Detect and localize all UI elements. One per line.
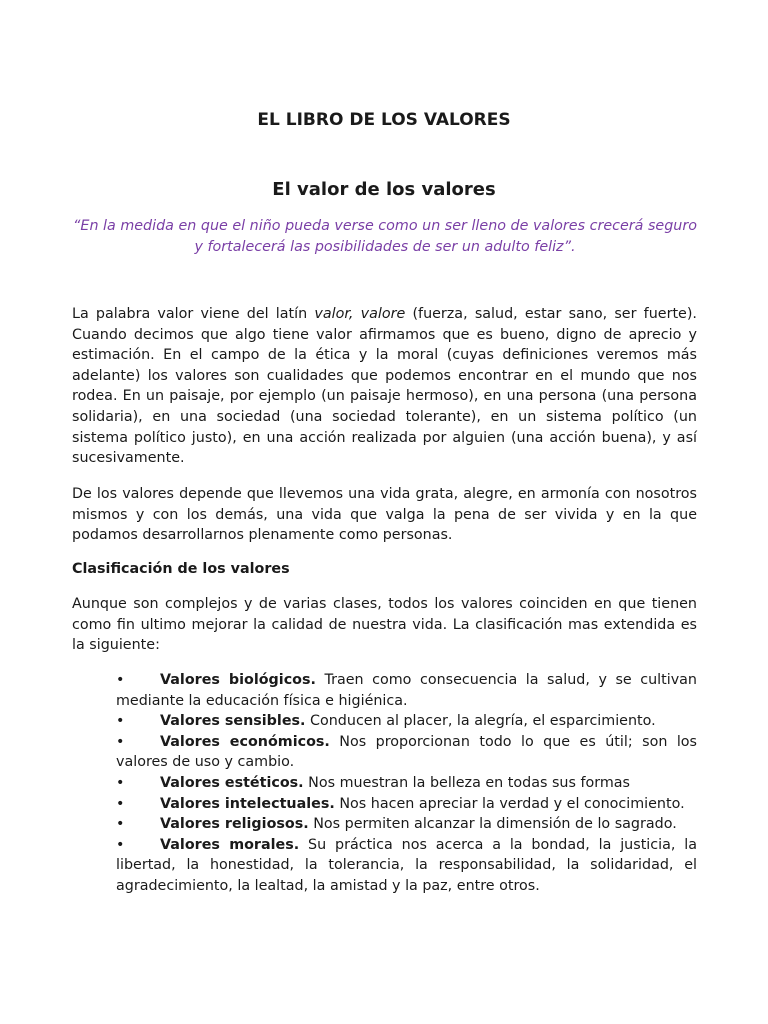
document-subtitle: El valor de los valores [272,179,496,200]
value-name: Valores biológicos. [160,672,316,688]
value-name: Valores económicos. [160,733,330,750]
value-name: Valores morales. [160,836,300,853]
value-description: Traen como consecuencia la salud, y se cultivan mediante la educación física e higiénica. [116,672,697,709]
value-description: Conducen al placer, la alegría, el esparcimiento. [305,713,656,730]
epigraph-quote: “En la medida en que el niño pueda verse como un ser lleno de valores crecerá seguro y fortalecerá las posibilidades de ser un adulto feliz”. [73,218,697,255]
value-description: Nos muestran la belleza en todas sus formas [303,774,631,791]
paragraph-classification: Aunque son complejos y de varias clases, todos los valores coinciden en que tienen como fin ultimo mejorar la calidad de nuestra vida. La clasificación mas extendida es la siguiente: [72,596,697,654]
list-item [116,732,697,773]
value-description: Nos proporcionan todo lo que es útil; son los valores de uso y cambio. [116,733,698,771]
value-name: Valores sensibles. [160,713,306,730]
bullet-icon: • [116,672,125,688]
paragraph-importance: De los valores depende que llevemos una vida grata, alegre, en armonía con nosotros mismos y con los demás, una vida que valga la pena de ser vivida y en la que podamos desarrollarnos plenamente como personas. [72,486,697,544]
value-name: Valores religiosos. [160,816,309,833]
list-item [116,670,697,711]
list-item [116,814,697,835]
bullet-icon: • [116,795,125,812]
bullet-icon: • [116,774,125,791]
values-list [116,670,697,897]
paragraph-intro-rest: (fuerza, salud, estar sano, ser fuerte). Cuando decimos que algo tiene valor afirmamos que es bueno, digno de aprecio y estimación. En el campo de la ética y la moral (cuyas definiciones veremos más adelante) los valores son cualidades que podemos encontrar en el mundo que nos rodea. En un paisaje, por ejemplo (un paisaje hermoso), en una persona (una persona solidaria), en una sociedad (una sociedad tolerante), en un sistema político (un sistema político justo), en una acción realizada por alguien (una acción buena), y así sucesivamente. [72,306,697,467]
value-name: Valores estéticos. [160,774,304,791]
value-name: Valores intelectuales. [160,795,335,812]
list-item [116,711,697,732]
bullet-icon: • [116,836,125,853]
bullet-icon: • [116,733,125,750]
latin-term: valor, valore [314,306,406,322]
document-title: EL LIBRO DE LOS VALORES [257,110,511,130]
value-description: Nos permiten alcanzar la dimensión de lo sagrado. [308,816,677,833]
section-heading: Clasificación de los valores [72,561,290,577]
paragraph-intro-start: La palabra valor viene del latín [72,306,315,322]
list-item [116,773,697,794]
paragraph-intro [72,304,697,469]
bullet-icon: • [116,713,125,730]
list-item [116,794,697,815]
list-item [116,835,697,897]
bullet-icon: • [116,816,125,833]
value-description: Nos hacen apreciar la verdad y el conocimiento. [334,795,685,812]
value-description: Su práctica nos acerca a la bondad, la justicia, la libertad, la honestidad, la tolerancia, la responsabilidad, la solidaridad, el agradecimiento, la lealtad, la amistad y la paz, entre otros. [116,836,697,894]
